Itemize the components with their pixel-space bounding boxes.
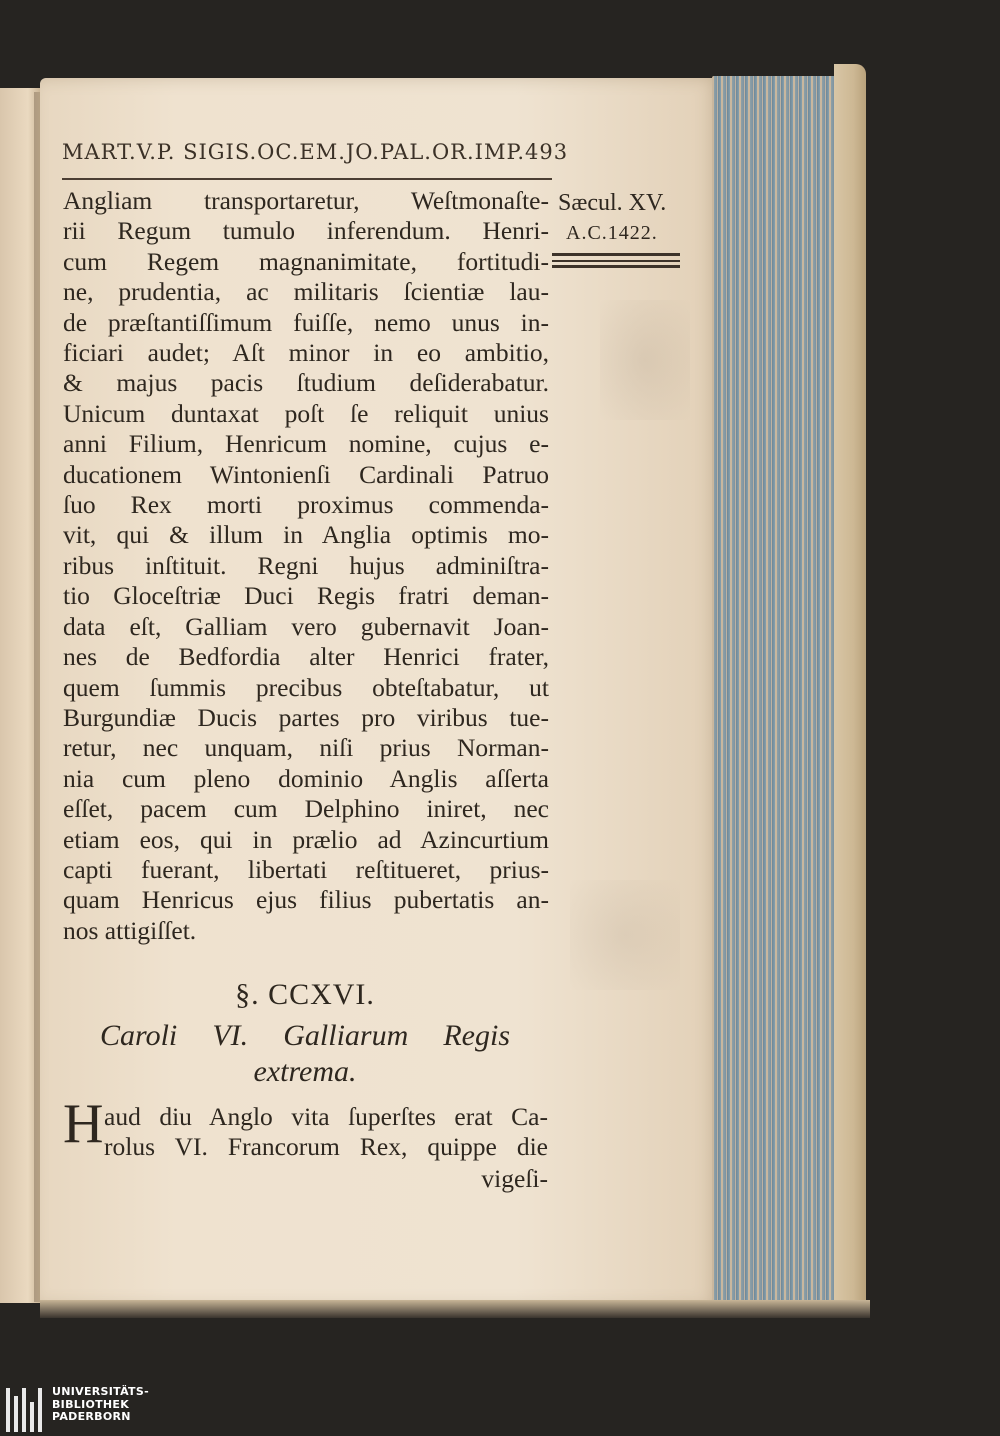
text-line: rolus VI. Francorum Rex, quippe die bbox=[104, 1132, 548, 1162]
text-line: vit, qui & illum in Anglia optimis mo- bbox=[63, 520, 549, 550]
book-cover-edge bbox=[834, 64, 866, 1318]
library-name-line: BIBLIOTHEK bbox=[52, 1397, 130, 1411]
text-line: & majus pacis ſtudium deſiderabatur. bbox=[63, 368, 549, 398]
text-line: capti fuerant, libertati reſtitueret, prius- bbox=[63, 854, 549, 884]
text-line: ſuo Rex morti proximus commenda- bbox=[63, 490, 549, 520]
section-title-line: extrema. bbox=[253, 1055, 357, 1088]
text-line: retur, nec unquam, niſi prius Norman- bbox=[63, 733, 549, 763]
text-line: nes de Bedfordia alter Henrici frater, bbox=[63, 642, 549, 672]
margin-note-rule bbox=[552, 253, 680, 256]
drop-capital: H bbox=[63, 1093, 104, 1155]
text-line: rii Regum tumulo inferendum. Henri- bbox=[63, 216, 549, 246]
section-title-line: Caroli VI. Galliarum Regis bbox=[100, 1019, 510, 1052]
catchword: vigeſi- bbox=[481, 1164, 548, 1193]
margin-note-saeculum: Sæcul. XV. bbox=[558, 190, 667, 216]
text-line: Unicum duntaxat poſt ſe reliquit unius bbox=[63, 398, 549, 428]
text-line: ribus inſtituit. Regni hujus adminiſtra- bbox=[63, 550, 549, 580]
section-title bbox=[62, 1018, 548, 1090]
text-line: nos attigiſſet. bbox=[63, 915, 197, 945]
text-line: quem ſummis precibus obteſtabatur, ut bbox=[63, 672, 549, 702]
text-line: eſſet, pacem cum Delphino iniret, nec bbox=[63, 794, 549, 824]
body-text bbox=[63, 186, 549, 946]
bleed-through-marks bbox=[600, 300, 690, 420]
margin-note-rule bbox=[552, 260, 680, 262]
text-line: tio Gloceſtriæ Duci Regis fratri deman- bbox=[63, 581, 549, 611]
library-name bbox=[52, 1386, 149, 1424]
text-line: nia cum pleno dominio Anglis aſſerta bbox=[63, 763, 549, 793]
text-line: data eſt, Galliam vero gubernavit Joan- bbox=[63, 611, 549, 641]
margin-note-rule bbox=[552, 265, 680, 268]
text-line: quam Henricus ejus filius pubertatis an- bbox=[63, 885, 549, 915]
text-line: cum Regem magnanimitate, fortitudi- bbox=[63, 246, 549, 276]
paragraph-text bbox=[104, 1102, 548, 1163]
page-bottom-shadow bbox=[40, 1300, 870, 1318]
text-line: ducationem Wintonienſi Cardinali Patruo bbox=[63, 459, 549, 489]
bleed-through-marks bbox=[570, 880, 680, 990]
page-block-edge bbox=[712, 76, 840, 1306]
library-name-line: PADERBORN bbox=[52, 1410, 131, 1423]
text-line: de præſtantiſſimum fuiſſe, nemo unus in- bbox=[63, 307, 549, 337]
text-line: aud diu Anglo vita ſuperſtes erat Ca- bbox=[104, 1102, 548, 1131]
library-name-line: UNIVERSITÄTS- bbox=[52, 1385, 149, 1398]
text-line: Angliam transportaretur, Weſtmonaſte- bbox=[63, 186, 549, 215]
text-line: ne, prudentia, ac militaris ſcientiæ lau- bbox=[63, 277, 549, 307]
text-line: Burgundiæ Ducis partes pro viribus tue- bbox=[63, 702, 549, 732]
section-number: §. CCXVI. bbox=[235, 978, 375, 1011]
library-logo-icon bbox=[6, 1388, 46, 1432]
text-line: anni Filium, Henricum nomine, cujus e- bbox=[63, 429, 549, 459]
header-rule bbox=[62, 178, 552, 180]
running-head: MART.V.P. SIGIS.OC.EM.JO.PAL.OR.IMP.493 bbox=[62, 140, 569, 164]
text-line: etiam eos, qui in prælio ad Azincurtium bbox=[63, 824, 549, 854]
footer-bar bbox=[0, 1386, 1000, 1436]
margin-note-anno: A.C.1422. bbox=[566, 222, 658, 244]
text-line: ficiari audet; Aſt minor in eo ambitio, bbox=[63, 338, 549, 368]
